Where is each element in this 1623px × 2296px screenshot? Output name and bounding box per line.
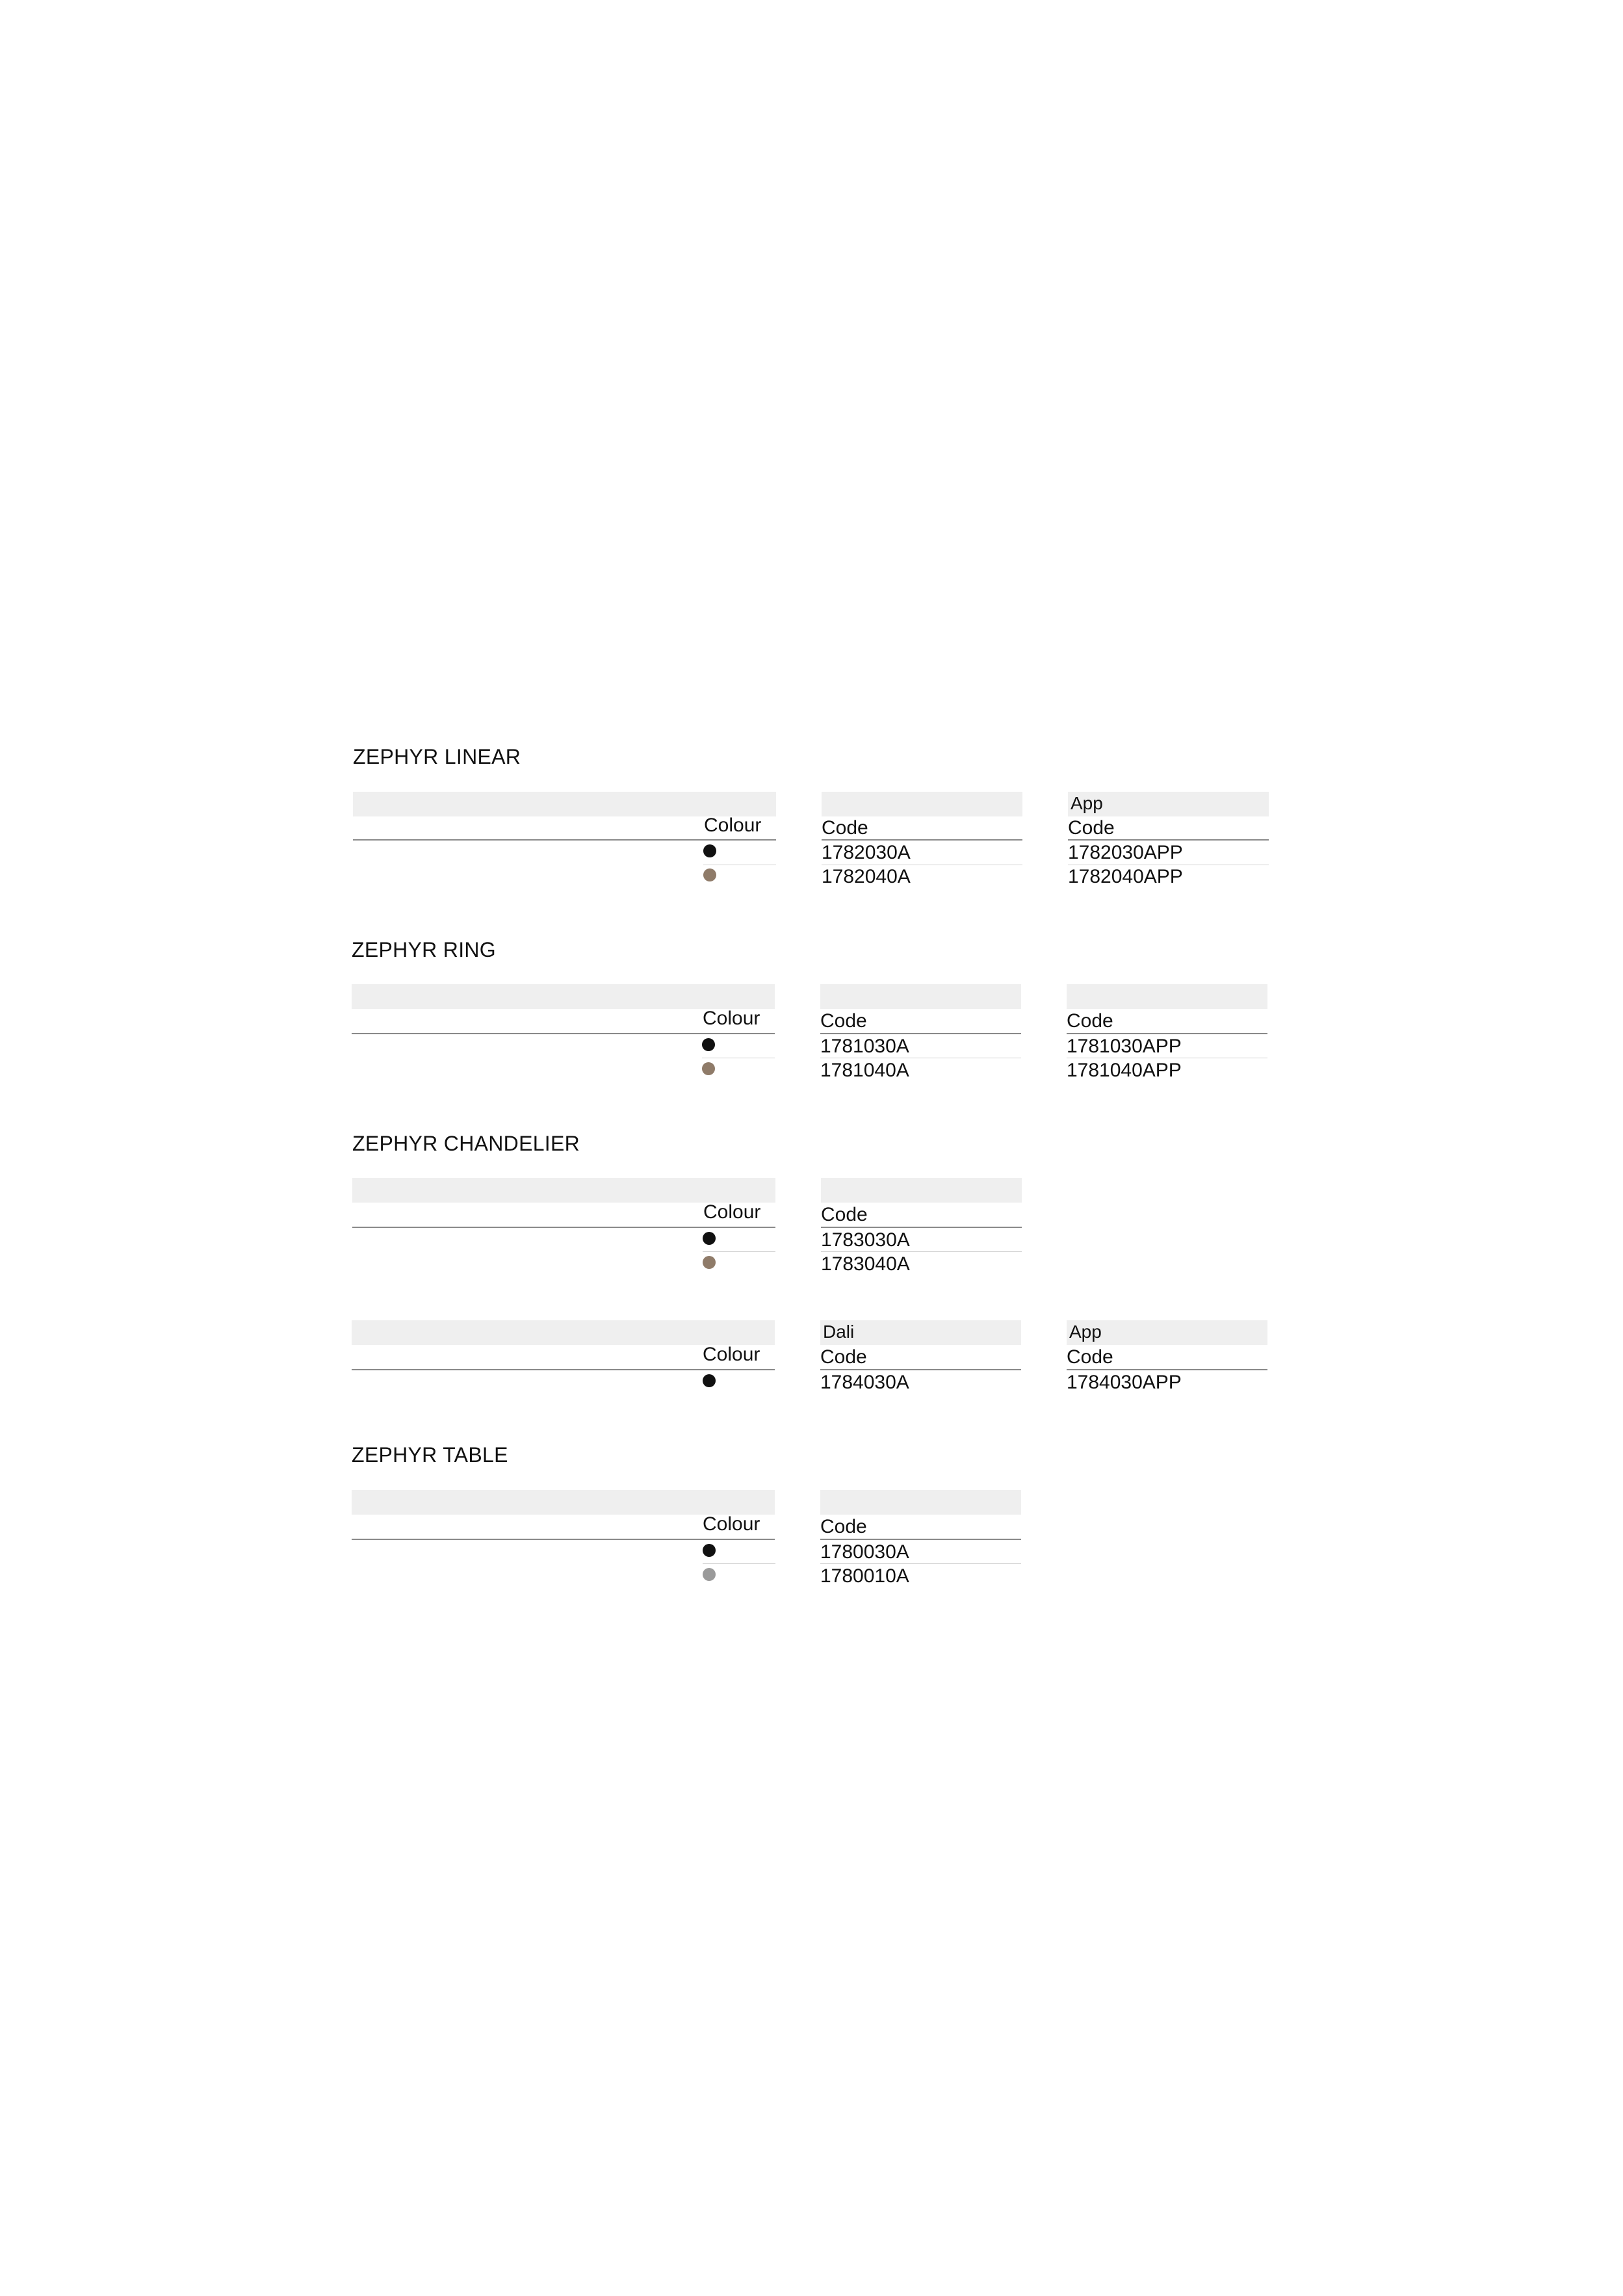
code-cell: 1780030A: [820, 1541, 909, 1563]
code-cell: 1782040A: [822, 866, 911, 887]
app-code-cell: 1781030APP: [1067, 1036, 1182, 1057]
code-cell: 1781040A: [820, 1060, 909, 1081]
table-band: [1067, 984, 1267, 1009]
code-cell: 1783040A: [821, 1253, 910, 1275]
colour-header: Colour: [703, 1008, 760, 1029]
header-rule: [822, 839, 1022, 841]
header-rule: [352, 1227, 775, 1228]
header-rule: [820, 1369, 1021, 1370]
section-title: ZEPHYR RING: [352, 938, 496, 961]
app-header: App: [1069, 1322, 1102, 1342]
black-dot-icon: [703, 844, 716, 857]
dali-header: Dali: [823, 1322, 855, 1342]
code-cell: 1780010A: [820, 1565, 909, 1587]
table-band: [820, 984, 1021, 1009]
code-cell: 1784030A: [820, 1372, 909, 1393]
table-band: [822, 792, 1022, 816]
header-rule: [352, 1369, 775, 1370]
header-rule: [820, 1033, 1021, 1034]
black-dot-icon: [703, 1544, 716, 1557]
table-band: [821, 1178, 1022, 1203]
app-header: App: [1071, 793, 1103, 813]
colour-header: Colour: [703, 1344, 760, 1365]
code-header: Code: [821, 1204, 868, 1225]
black-dot-icon: [703, 1374, 716, 1387]
black-dot-icon: [702, 1038, 715, 1051]
code-cell: 1781030A: [820, 1036, 909, 1057]
table-band: [352, 1320, 775, 1345]
row-divider: [820, 1563, 1021, 1564]
app-code-cell: 1784030APP: [1067, 1372, 1182, 1393]
app-code-header: Code: [1067, 1346, 1113, 1368]
app-code-header: Code: [1067, 1010, 1113, 1032]
section-title: ZEPHYR TABLE: [352, 1443, 508, 1467]
app-code-cell: 1782040APP: [1068, 866, 1183, 887]
header-rule: [1067, 1369, 1267, 1370]
code-header: Code: [820, 1346, 867, 1368]
table-band: [1068, 792, 1269, 816]
row-divider: [703, 1563, 775, 1564]
table-band: [352, 984, 775, 1009]
bronze-dot-icon: [702, 1062, 715, 1075]
row-divider: [821, 1251, 1022, 1252]
row-divider: [703, 1251, 775, 1252]
header-rule: [352, 1033, 775, 1034]
code-cell: 1783030A: [821, 1229, 910, 1251]
table-band: [352, 1178, 775, 1203]
code-cell: 1782030A: [822, 842, 911, 863]
table-band: [353, 792, 776, 816]
header-rule: [820, 1539, 1021, 1540]
code-header: Code: [822, 817, 868, 839]
table-band: [352, 1490, 775, 1515]
header-rule: [352, 1539, 775, 1540]
bronze-dot-icon: [703, 868, 716, 881]
app-code-header: Code: [1068, 817, 1115, 839]
colour-header: Colour: [703, 1201, 761, 1223]
colour-header: Colour: [704, 815, 762, 836]
header-rule: [1068, 839, 1269, 841]
bronze-dot-icon: [703, 1256, 716, 1269]
code-header: Code: [820, 1516, 867, 1537]
app-code-cell: 1781040APP: [1067, 1060, 1182, 1081]
header-rule: [353, 839, 776, 841]
grey-dot-icon: [703, 1568, 716, 1581]
table-band: [1067, 1320, 1267, 1345]
colour-header: Colour: [703, 1513, 760, 1535]
code-header: Code: [820, 1010, 867, 1032]
header-rule: [1067, 1033, 1267, 1034]
section-title: ZEPHYR LINEAR: [353, 745, 521, 768]
table-band: [820, 1320, 1021, 1345]
app-code-cell: 1782030APP: [1068, 842, 1183, 863]
section-title: ZEPHYR CHANDELIER: [352, 1132, 580, 1155]
black-dot-icon: [703, 1232, 716, 1245]
table-band: [820, 1490, 1021, 1515]
header-rule: [821, 1227, 1022, 1228]
